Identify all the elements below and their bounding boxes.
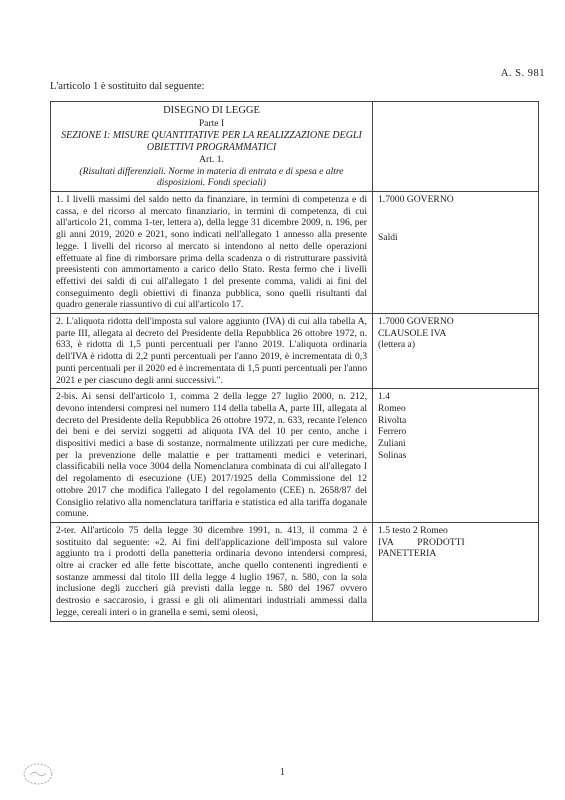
row-text: 2. L'aliquota ridotta dell'imposta sul valore aggiunto (IVA) di cui alla tabella A, parte III, allegata al decreto del Presidente della Repubblica 26 ottobre 1972, n. 633, è ridotta di 1,5 punti percentuali per l'anno 2019. L'aliquota ordinaria dell'IVA è ridotta di 2,2 punti percentuali per l'anno 2019, è incrementata di 0,3 punti percentuali per il 2020 ed è incrementata di 1,5 punti percentuali per l'anno 2021 e per ciascuno degli anni successivi.".: [51, 314, 373, 389]
article-subtitle: (Risultati differenziali. Norme in materia di entrata e di spesa e altre disposizioni. Fondi speciali): [79, 165, 344, 189]
heading-cell: [51, 102, 373, 192]
intro-text: L'articolo 1 è sostituito dal seguente:: [50, 81, 205, 92]
row-ref: [373, 522, 539, 621]
row-text: 2-ter. All'articolo 75 della legge 30 dicembre 1991, n. 413, il comma 2 è sostituito dal seguente: «2. Ai fini dell'applicazione dell'imposta sul valore aggiunto tra i prodotti della panetteria ordinaria devono intendersi compresi, oltre ai cracker ed alle fette biscottate, anche quello contenenti ingredienti e sostanze ammessi dal titolo III della legge 4 luglio 1967, n. 580, con la sola inclusione degli zuccheri già previsti dalla legge n. 580 del 1967 ovvero destrosio e saccarosio, i grassi e gli oli alimentari industriali ammessi dalla legge, cereali interi o in granella e semi, semi oleosi,: [51, 522, 373, 621]
amendment-number: 1.7000 GOVERNO: [378, 193, 454, 205]
table-row: [51, 314, 539, 389]
amendment-number: 1.7000 GOVERNO: [378, 316, 454, 328]
table-row: [51, 389, 539, 523]
signatory: Rivolta: [378, 414, 407, 426]
signatory: Zuliani: [378, 438, 406, 450]
amendment-topic: CLAUSOLE IVA: [378, 327, 447, 339]
table-heading-row: [51, 102, 539, 192]
section-title: SEZIONE I: MISURE QUANTITATIVE PER LA REALIZZAZIONE DEGLI OBIETTIVI PROGRAMMATICI: [61, 129, 362, 153]
row-text: 2-bis. Ai sensi dell'articolo 1, comma 2 della legge 27 luglio 2000, n. 212, devono intendersi compresi nel numero 114 della tabella A, parte III, allegata al decreto del Presidente della Repubblica 26 ottobre 1972, n. 633, recante l'elenco dei beni e dei servizi soggetti ad aliquota IVA del 10 per cento, anche i dispositivi medici a base di sostanze, normalmente utilizzati per cure mediche, per la prevenzione delle malattie e per trattamenti medici e veterinari, classificabili nella voce 3004 della Nomenclatura combinata di cui all'allegato I del regolamento di esecuzione (UE) 2017/1925 della Commissione del 12 ottobre 2017 che modifica l'allegato I del regolamento (CEE) n. 2658/87 del Consiglio relativo alla nomenclatura tariffaria e statistica ed alla tariffa doganale comune.: [51, 389, 373, 523]
row-ref: [373, 191, 539, 313]
signatory: Solinas: [378, 449, 407, 461]
amendment-topic-cont: PANETTERIA: [378, 548, 437, 560]
amendment-topic: Saldi: [378, 231, 398, 243]
row-ref: [373, 389, 539, 523]
amendment-number: 1.5 testo 2 Romeo: [378, 524, 448, 536]
amendment-letter: (lettera a): [378, 339, 416, 351]
heading-ref-cell: [373, 102, 539, 192]
article-label: Art. 1.: [199, 153, 224, 165]
part-label: Parte I: [198, 117, 225, 129]
table-row: [51, 191, 539, 313]
signatory: Romeo: [378, 402, 406, 414]
table-row: [51, 522, 539, 621]
amendment-topic: IVA PRODOTTI: [378, 536, 465, 548]
signatory: Ferrero: [378, 426, 407, 438]
page-number: 1: [280, 767, 285, 778]
amendment-table: [50, 101, 539, 622]
row-text: 1. I livelli massimi del saldo netto da finanziare, in termini di competenza e di cassa, e del ricorso al mercato finanziario, in termini di competenza, di cui all'articolo 21, comma 1-ter, lettera a), della legge 31 dicembre 2009, n. 196, per gli anni 2019, 2020 e 2021, sono indicati nell'allegato 1 annesso alla presente legge. I livelli del ricorso al mercato si intendono al netto delle operazioni effettuate al fine di rimborsare prima della scadenza o di ristrutturare passività preesistenti con ammortamento a carico dello Stato. Resta fermo che i livelli effettivi dei saldi di cui all'allegato 1 del presente comma, validi ai fini del conseguimento degli obiettivi di finanza pubblica, sono quelli risultanti dal quadro generale riassuntivo di cui all'articolo 17.: [51, 191, 373, 313]
amendment-number: 1.4: [378, 391, 390, 403]
row-ref: [373, 314, 539, 389]
bill-title: DISEGNO DI LEGGE: [163, 105, 260, 116]
document-reference: A. S. 981: [500, 68, 545, 79]
